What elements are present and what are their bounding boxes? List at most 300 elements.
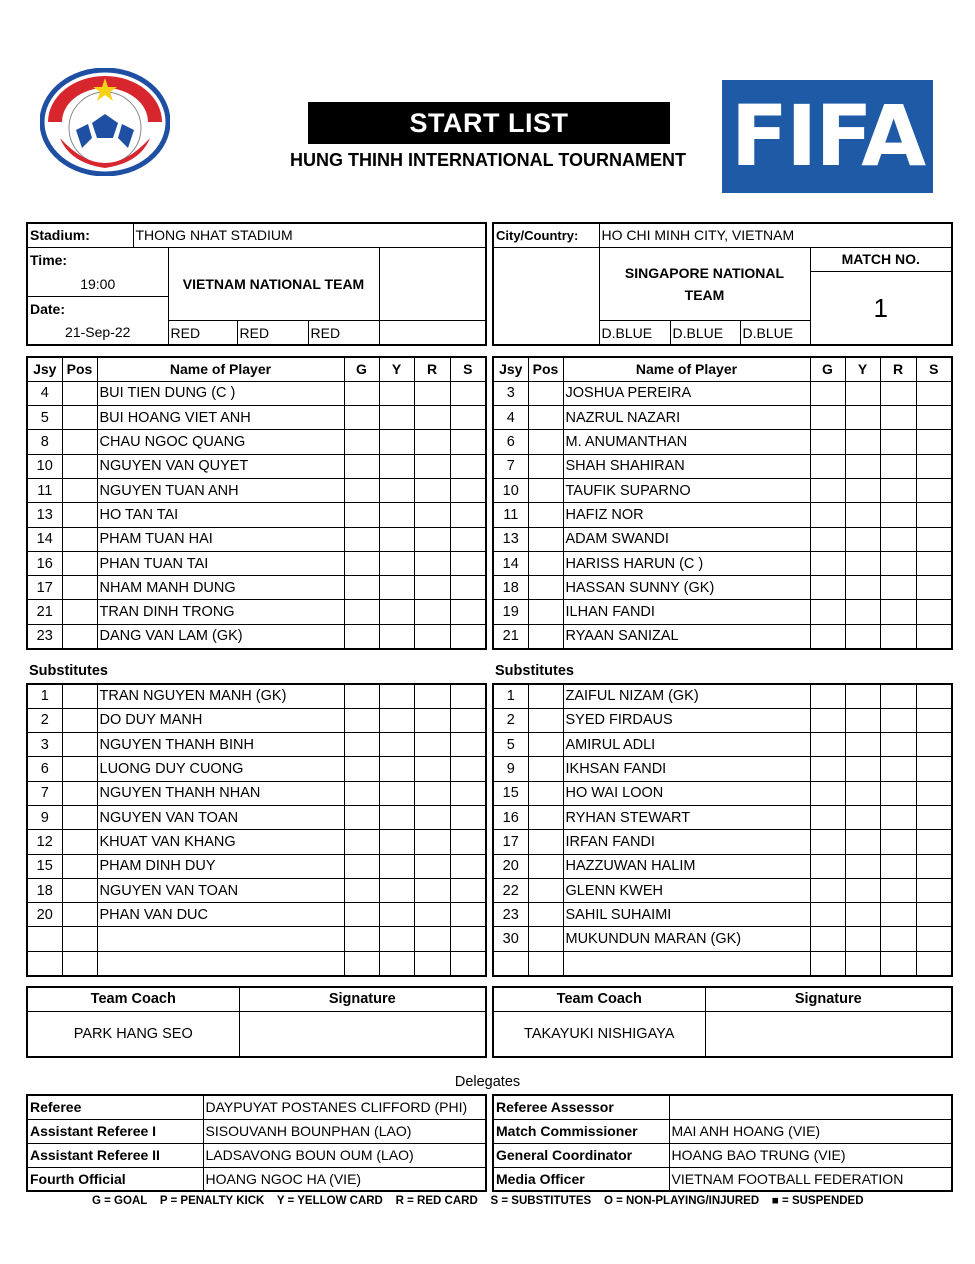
position-cell <box>528 381 563 405</box>
goal-cell[interactable] <box>810 600 845 624</box>
position-cell <box>62 903 97 927</box>
goal-cell[interactable] <box>344 878 379 902</box>
red-card-cell[interactable] <box>880 854 916 878</box>
substitute-cell[interactable] <box>450 527 486 551</box>
substitute-cell[interactable] <box>916 830 952 854</box>
player-row <box>27 951 486 975</box>
yellow-card-cell[interactable] <box>845 805 880 829</box>
yellow-card-cell[interactable] <box>845 708 880 732</box>
delegate-row <box>493 1095 952 1119</box>
player-name: NGUYEN TUAN ANH <box>97 478 344 502</box>
delegate-name: DAYPUYAT POSTANES CLIFFORD (PHI) <box>203 1095 486 1119</box>
red-card-cell[interactable] <box>880 878 916 902</box>
jersey-number: 23 <box>493 903 528 927</box>
substitute-cell[interactable] <box>916 454 952 478</box>
red-card-cell[interactable] <box>414 805 450 829</box>
red-card-cell[interactable] <box>414 854 450 878</box>
date-value: 21-Sep-22 <box>27 321 168 345</box>
red-card-cell[interactable] <box>414 624 450 648</box>
player-name: DANG VAN LAM (GK) <box>97 624 344 648</box>
yellow-card-cell[interactable] <box>379 624 414 648</box>
red-card-cell[interactable] <box>880 624 916 648</box>
jersey-number: 13 <box>27 503 62 527</box>
yellow-card-cell[interactable] <box>379 684 414 708</box>
jersey-number: 4 <box>493 406 528 430</box>
yellow-card-cell[interactable] <box>379 757 414 781</box>
substitute-cell[interactable] <box>450 903 486 927</box>
position-cell <box>62 430 97 454</box>
home-signature-field[interactable] <box>239 1011 486 1057</box>
player-name: NGUYEN THANH NHAN <box>97 781 344 805</box>
red-card-cell[interactable] <box>414 527 450 551</box>
player-name: BUI HOANG VIET ANH <box>97 406 344 430</box>
col-jsy: Jsy <box>27 357 62 381</box>
goal-cell[interactable] <box>344 903 379 927</box>
goal-cell[interactable] <box>810 757 845 781</box>
away-subs-table <box>492 683 953 977</box>
yellow-card-cell[interactable] <box>845 527 880 551</box>
jersey-number: 7 <box>27 781 62 805</box>
red-card-cell[interactable] <box>414 503 450 527</box>
substitute-cell[interactable] <box>450 551 486 575</box>
red-card-cell[interactable] <box>880 478 916 502</box>
player-name: HO WAI LOON <box>563 781 810 805</box>
yellow-card-cell[interactable] <box>379 805 414 829</box>
goal-cell[interactable] <box>344 478 379 502</box>
substitute-cell[interactable] <box>450 951 486 975</box>
delegate-name: SISOUVANH BOUNPHAN (LAO) <box>203 1119 486 1143</box>
substitute-cell[interactable] <box>450 430 486 454</box>
player-row <box>27 927 486 951</box>
goal-cell[interactable] <box>810 854 845 878</box>
player-row <box>493 733 952 757</box>
player-row <box>493 503 952 527</box>
player-name: BUI TIEN DUNG (C ) <box>97 381 344 405</box>
substitute-cell[interactable] <box>916 624 952 648</box>
player-row <box>27 576 486 600</box>
substitute-cell[interactable] <box>916 684 952 708</box>
red-card-cell[interactable] <box>880 927 916 951</box>
col-jsy: Jsy <box>493 357 528 381</box>
player-name: PHAN VAN DUC <box>97 903 344 927</box>
yellow-card-cell[interactable] <box>845 600 880 624</box>
yellow-card-cell[interactable] <box>379 903 414 927</box>
red-card-cell[interactable] <box>414 430 450 454</box>
red-card-cell[interactable] <box>414 733 450 757</box>
substitute-cell[interactable] <box>916 854 952 878</box>
delegate-row <box>493 1167 952 1191</box>
goal-cell[interactable] <box>344 527 379 551</box>
substitute-cell[interactable] <box>916 757 952 781</box>
city-label: City/Country: <box>493 223 599 247</box>
goal-cell[interactable] <box>810 406 845 430</box>
yellow-card-cell[interactable] <box>379 454 414 478</box>
col-y: Y <box>379 357 414 381</box>
stadium-value: THONG NHAT STADIUM <box>133 223 486 247</box>
substitute-cell[interactable] <box>916 951 952 975</box>
goal-cell[interactable] <box>344 733 379 757</box>
substitute-cell[interactable] <box>450 624 486 648</box>
delegate-row <box>27 1119 486 1143</box>
goal-cell[interactable] <box>810 781 845 805</box>
position-cell <box>62 503 97 527</box>
player-row <box>493 600 952 624</box>
goal-cell[interactable] <box>344 576 379 600</box>
yellow-card-cell[interactable] <box>379 576 414 600</box>
goal-cell[interactable] <box>810 830 845 854</box>
delegate-role: Referee Assessor <box>493 1095 669 1119</box>
substitute-cell[interactable] <box>450 708 486 732</box>
yellow-card-cell[interactable] <box>379 430 414 454</box>
red-card-cell[interactable] <box>880 757 916 781</box>
yellow-card-cell[interactable] <box>379 733 414 757</box>
yellow-card-cell[interactable] <box>845 878 880 902</box>
goal-cell[interactable] <box>810 903 845 927</box>
red-card-cell[interactable] <box>880 430 916 454</box>
position-cell <box>528 684 563 708</box>
player-row <box>27 430 486 454</box>
red-card-cell[interactable] <box>880 381 916 405</box>
goal-cell[interactable] <box>810 503 845 527</box>
delegate-role: General Coordinator <box>493 1143 669 1167</box>
player-row <box>27 478 486 502</box>
player-name: ZAIFUL NIZAM (GK) <box>563 684 810 708</box>
player-name: TRAN DINH TRONG <box>97 600 344 624</box>
substitute-cell[interactable] <box>450 454 486 478</box>
red-card-cell[interactable] <box>414 781 450 805</box>
player-name: NGUYEN THANH BINH <box>97 733 344 757</box>
position-cell <box>62 551 97 575</box>
yellow-card-cell[interactable] <box>845 624 880 648</box>
substitute-cell[interactable] <box>450 805 486 829</box>
yellow-card-cell[interactable] <box>845 951 880 975</box>
jersey-number: 17 <box>27 576 62 600</box>
position-cell <box>528 927 563 951</box>
red-card-cell[interactable] <box>880 454 916 478</box>
red-card-cell[interactable] <box>880 781 916 805</box>
yellow-card-cell[interactable] <box>845 854 880 878</box>
yellow-card-cell[interactable] <box>845 381 880 405</box>
yellow-card-cell[interactable] <box>379 503 414 527</box>
position-cell <box>528 805 563 829</box>
jersey-number: 21 <box>493 624 528 648</box>
player-name: SAHIL SUHAIMI <box>563 903 810 927</box>
position-cell <box>528 478 563 502</box>
substitute-cell[interactable] <box>450 478 486 502</box>
player-row <box>493 381 952 405</box>
delegate-role: Media Officer <box>493 1167 669 1191</box>
player-row <box>27 406 486 430</box>
red-card-cell[interactable] <box>880 951 916 975</box>
red-card-cell[interactable] <box>414 708 450 732</box>
substitute-cell[interactable] <box>916 381 952 405</box>
player-name: PHAM DINH DUY <box>97 854 344 878</box>
goal-cell[interactable] <box>344 454 379 478</box>
jersey-number: 23 <box>27 624 62 648</box>
jersey-number: 10 <box>27 454 62 478</box>
goal-cell[interactable] <box>810 805 845 829</box>
red-card-cell[interactable] <box>414 478 450 502</box>
yellow-card-cell[interactable] <box>379 781 414 805</box>
goal-cell[interactable] <box>810 430 845 454</box>
position-cell <box>62 684 97 708</box>
substitute-cell[interactable] <box>916 805 952 829</box>
red-card-cell[interactable] <box>880 600 916 624</box>
goal-cell[interactable] <box>344 551 379 575</box>
yellow-card-cell[interactable] <box>845 430 880 454</box>
goal-cell[interactable] <box>344 854 379 878</box>
column-header-row <box>493 357 952 381</box>
player-row <box>27 600 486 624</box>
col-name: Name of Player <box>97 357 344 381</box>
goal-cell[interactable] <box>344 503 379 527</box>
position-cell <box>62 600 97 624</box>
substitute-cell[interactable] <box>916 600 952 624</box>
red-card-cell[interactable] <box>414 600 450 624</box>
player-row <box>27 454 486 478</box>
substitute-cell[interactable] <box>450 927 486 951</box>
goal-cell[interactable] <box>344 951 379 975</box>
goal-cell[interactable] <box>810 551 845 575</box>
player-row <box>493 684 952 708</box>
home-signature-label: Signature <box>239 987 486 1011</box>
delegate-row <box>493 1119 952 1143</box>
yellow-card-cell[interactable] <box>379 927 414 951</box>
goal-cell[interactable] <box>810 708 845 732</box>
away-substitutes-label: Substitutes <box>495 663 574 679</box>
position-cell <box>528 624 563 648</box>
player-row <box>493 708 952 732</box>
yellow-card-cell[interactable] <box>845 576 880 600</box>
substitute-cell[interactable] <box>916 503 952 527</box>
substitute-cell[interactable] <box>916 430 952 454</box>
goal-cell[interactable] <box>344 406 379 430</box>
goal-cell[interactable] <box>344 781 379 805</box>
home-coach-table <box>26 986 487 1058</box>
yellow-card-cell[interactable] <box>379 551 414 575</box>
goal-cell[interactable] <box>810 624 845 648</box>
red-card-cell[interactable] <box>414 903 450 927</box>
substitute-cell[interactable] <box>916 733 952 757</box>
stadium-label: Stadium: <box>27 223 133 247</box>
player-row <box>493 527 952 551</box>
yellow-card-cell[interactable] <box>379 854 414 878</box>
goal-cell[interactable] <box>344 600 379 624</box>
goal-cell[interactable] <box>344 757 379 781</box>
yellow-card-cell[interactable] <box>379 830 414 854</box>
away-signature-field[interactable] <box>705 1011 952 1057</box>
player-name: GLENN KWEH <box>563 878 810 902</box>
goal-cell[interactable] <box>810 381 845 405</box>
position-cell <box>62 576 97 600</box>
red-card-cell[interactable] <box>414 576 450 600</box>
red-card-cell[interactable] <box>880 503 916 527</box>
delegate-name: MAI ANH HOANG (VIE) <box>669 1119 952 1143</box>
goal-cell[interactable] <box>810 878 845 902</box>
red-card-cell[interactable] <box>414 927 450 951</box>
goal-cell[interactable] <box>344 624 379 648</box>
goal-cell[interactable] <box>810 684 845 708</box>
match-no-value: 1 <box>810 272 952 345</box>
substitute-cell[interactable] <box>916 708 952 732</box>
substitute-cell[interactable] <box>450 576 486 600</box>
yellow-card-cell[interactable] <box>845 454 880 478</box>
vff-logo-text: VFF <box>91 147 119 163</box>
delegate-row <box>493 1143 952 1167</box>
substitute-cell[interactable] <box>916 781 952 805</box>
player-row <box>27 684 486 708</box>
yellow-card-cell[interactable] <box>379 708 414 732</box>
substitute-cell[interactable] <box>450 757 486 781</box>
col-s: S <box>450 357 486 381</box>
yellow-card-cell[interactable] <box>845 406 880 430</box>
jersey-number <box>493 951 528 975</box>
substitute-cell[interactable] <box>450 600 486 624</box>
substitute-cell[interactable] <box>450 381 486 405</box>
red-card-cell[interactable] <box>880 805 916 829</box>
substitute-cell[interactable] <box>450 878 486 902</box>
red-card-cell[interactable] <box>880 576 916 600</box>
red-card-cell[interactable] <box>414 381 450 405</box>
player-row <box>493 454 952 478</box>
yellow-card-cell[interactable] <box>379 381 414 405</box>
yellow-card-cell[interactable] <box>845 503 880 527</box>
player-name: TAUFIK SUPARNO <box>563 478 810 502</box>
jersey-number: 3 <box>493 381 528 405</box>
red-card-cell[interactable] <box>880 527 916 551</box>
red-card-cell[interactable] <box>880 684 916 708</box>
goal-cell[interactable] <box>810 576 845 600</box>
goal-cell[interactable] <box>810 454 845 478</box>
substitute-cell[interactable] <box>916 527 952 551</box>
goal-cell[interactable] <box>810 927 845 951</box>
substitute-cell[interactable] <box>916 903 952 927</box>
red-card-cell[interactable] <box>414 830 450 854</box>
goal-cell[interactable] <box>810 527 845 551</box>
player-name: HO TAN TAI <box>97 503 344 527</box>
yellow-card-cell[interactable] <box>845 478 880 502</box>
red-card-cell[interactable] <box>414 406 450 430</box>
jersey-number: 8 <box>27 430 62 454</box>
player-name: JOSHUA PEREIRA <box>563 381 810 405</box>
home-substitutes-label: Substitutes <box>29 663 108 679</box>
player-name: PHAM TUAN HAI <box>97 527 344 551</box>
red-card-cell[interactable] <box>880 830 916 854</box>
col-r: R <box>880 357 916 381</box>
goal-cell[interactable] <box>810 951 845 975</box>
jersey-number: 22 <box>493 878 528 902</box>
yellow-card-cell[interactable] <box>845 903 880 927</box>
goal-cell[interactable] <box>344 805 379 829</box>
away-team-name <box>599 247 810 320</box>
jersey-number: 14 <box>27 527 62 551</box>
substitute-cell[interactable] <box>916 478 952 502</box>
away-coach-label: Team Coach <box>493 987 705 1011</box>
red-card-cell[interactable] <box>414 454 450 478</box>
red-card-cell[interactable] <box>880 708 916 732</box>
yellow-card-cell[interactable] <box>845 781 880 805</box>
goal-cell[interactable] <box>810 733 845 757</box>
player-row <box>27 381 486 405</box>
red-card-cell[interactable] <box>880 551 916 575</box>
position-cell <box>62 478 97 502</box>
yellow-card-cell[interactable] <box>379 527 414 551</box>
delegate-row <box>27 1167 486 1191</box>
yellow-card-cell[interactable] <box>379 600 414 624</box>
goal-cell[interactable] <box>344 684 379 708</box>
jersey-number: 9 <box>493 757 528 781</box>
home-match-info <box>26 222 487 346</box>
goal-cell[interactable] <box>344 830 379 854</box>
yellow-card-cell[interactable] <box>379 951 414 975</box>
substitute-cell[interactable] <box>450 830 486 854</box>
jersey-number: 1 <box>27 684 62 708</box>
substitute-cell[interactable] <box>450 854 486 878</box>
position-cell <box>528 781 563 805</box>
substitute-cell[interactable] <box>450 684 486 708</box>
home-kit-shorts: RED <box>237 321 308 345</box>
red-card-cell[interactable] <box>414 684 450 708</box>
red-card-cell[interactable] <box>414 551 450 575</box>
jersey-number: 18 <box>493 576 528 600</box>
yellow-card-cell[interactable] <box>845 684 880 708</box>
tournament-name: HUNG THINH INTERNATIONAL TOURNAMENT <box>290 150 686 170</box>
yellow-card-cell[interactable] <box>379 406 414 430</box>
delegate-row <box>27 1095 486 1119</box>
substitute-cell[interactable] <box>450 406 486 430</box>
yellow-card-cell[interactable] <box>845 757 880 781</box>
red-card-cell[interactable] <box>414 951 450 975</box>
jersey-number: 21 <box>27 600 62 624</box>
red-card-cell[interactable] <box>880 903 916 927</box>
position-cell <box>528 951 563 975</box>
substitute-cell[interactable] <box>450 733 486 757</box>
away-kit-socks: D.BLUE <box>740 321 810 345</box>
delegate-row <box>27 1143 486 1167</box>
jersey-number: 4 <box>27 381 62 405</box>
player-name: RYAAN SANIZAL <box>563 624 810 648</box>
red-card-cell[interactable] <box>414 757 450 781</box>
goal-cell[interactable] <box>344 708 379 732</box>
player-name: AMIRUL ADLI <box>563 733 810 757</box>
yellow-card-cell[interactable] <box>845 733 880 757</box>
yellow-card-cell[interactable] <box>379 878 414 902</box>
goal-cell[interactable] <box>344 927 379 951</box>
substitute-cell[interactable] <box>916 927 952 951</box>
substitute-cell[interactable] <box>916 878 952 902</box>
red-card-cell[interactable] <box>414 878 450 902</box>
red-card-cell[interactable] <box>880 733 916 757</box>
substitute-cell[interactable] <box>450 503 486 527</box>
player-name: CHAU NGOC QUANG <box>97 430 344 454</box>
player-row <box>493 430 952 454</box>
red-card-cell[interactable] <box>880 406 916 430</box>
goal-cell[interactable] <box>344 430 379 454</box>
delegate-name: HOANG BAO TRUNG (VIE) <box>669 1143 952 1167</box>
goal-cell[interactable] <box>344 381 379 405</box>
substitute-cell[interactable] <box>916 551 952 575</box>
goal-cell[interactable] <box>810 478 845 502</box>
yellow-card-cell[interactable] <box>845 927 880 951</box>
position-cell <box>62 757 97 781</box>
substitute-cell[interactable] <box>916 576 952 600</box>
substitute-cell[interactable] <box>916 406 952 430</box>
yellow-card-cell[interactable] <box>845 830 880 854</box>
delegate-name <box>669 1095 952 1119</box>
yellow-card-cell[interactable] <box>379 478 414 502</box>
substitute-cell[interactable] <box>450 781 486 805</box>
yellow-card-cell[interactable] <box>845 551 880 575</box>
